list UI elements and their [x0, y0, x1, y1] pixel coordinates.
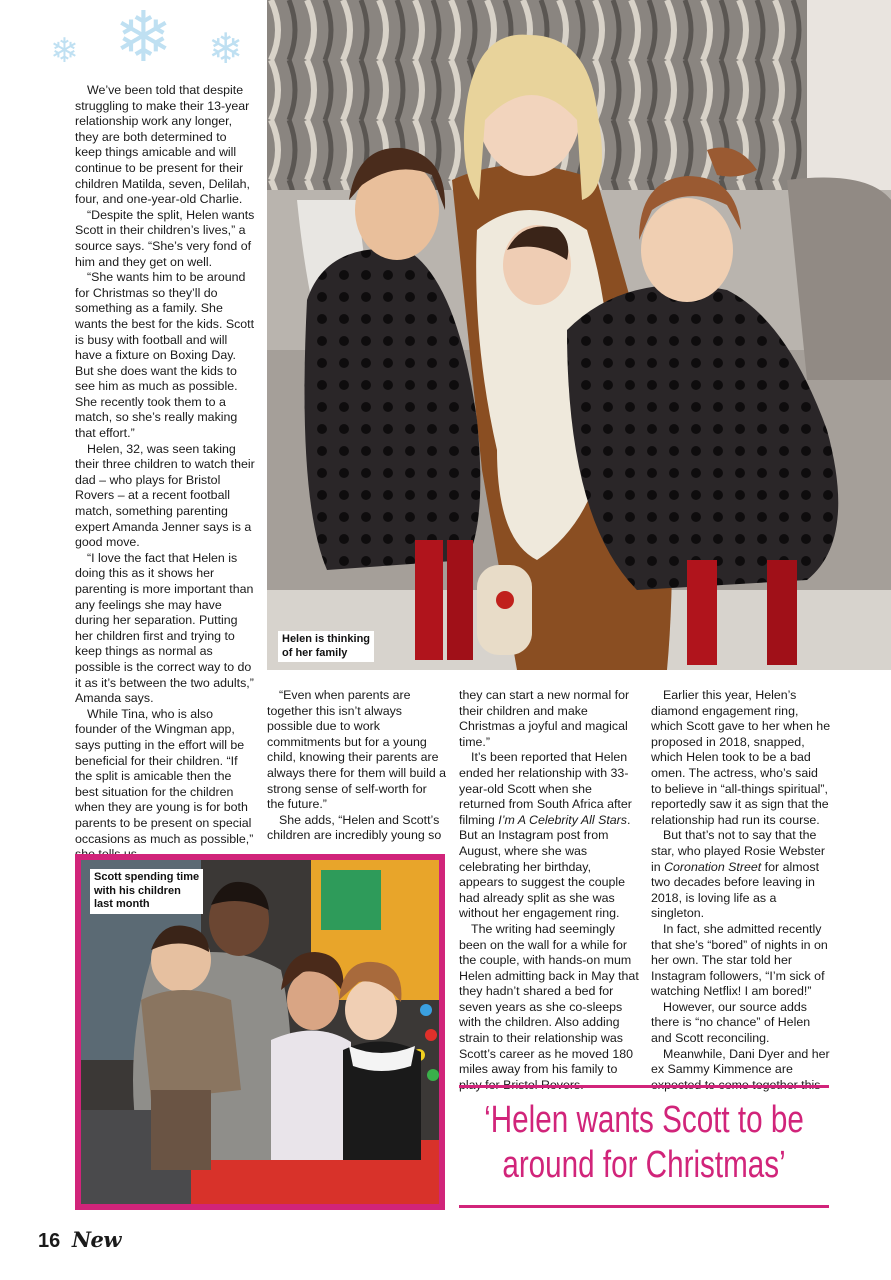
- paragraph: [651, 828, 831, 922]
- snowflake-small-left-icon: ❄: [50, 31, 79, 71]
- paragraph: “Even when parents are together this isn’t always possible due to work commitments but for a young child, knowing their parents are always there for them will build a strong sense of self-worth for the future.”: [267, 688, 447, 812]
- show-title: I’m A Celebrity All Stars: [498, 812, 628, 827]
- page-footer: [38, 1227, 121, 1253]
- paragraph: However, our source adds there is “no chance” of Helen and Scott reconciling.: [651, 999, 811, 1046]
- caption-line: Scott spending time: [94, 871, 200, 883]
- paragraph: She adds, “Helen and Scott’s children are incredibly young so: [267, 812, 442, 843]
- magazine-brand: New: [71, 1227, 121, 1252]
- text-run: But that’s not to say that the star, who played Rosie Webster in: [651, 828, 826, 874]
- caption-line: of her family: [282, 646, 348, 659]
- article-column-3: [459, 688, 639, 1093]
- pull-quote-line: ‘Helen wants Scott to be: [484, 1099, 804, 1141]
- pull-quote-bottom-rule: [459, 1205, 829, 1208]
- paragraph: While Tina, who is also founder of the Wingman app, says putting in the effort will be beneficial for their children. “If the split is amicable then the best situation for the children when they are young is for both parents to be present on special occasions as much as possible,”: [75, 706, 254, 846]
- inset-photo-caption: [90, 869, 203, 914]
- paragraph: Meanwhile, Dani Dyer and her ex Sammy Kimmence are: [651, 1046, 830, 1077]
- paragraph: “I love the fact that Helen is doing this as it shows her parenting is more important than any feelings she may have during her separation. Putting her children first and trying to keep things as normal as possible is the correct way to do it as it’s between the two adults,” Amanda says.: [75, 550, 254, 706]
- paragraph: The writing had seemingly been on the wall for a while for the couple, with hands-on mum Helen admitting back in May that they hadn’t shared a bed for seven years as she co-sleeps with the children. Also adding strain to their relationship was Scott’s career as he moved 180 miles away from his family to: [459, 921, 639, 1077]
- pull-quote-top-rule: [459, 1085, 829, 1088]
- paragraph: they can start a new normal for their children and make Christmas a joyful and magical time.”: [459, 688, 630, 749]
- paragraph: [459, 750, 639, 922]
- article-column-1: [75, 83, 255, 863]
- paragraph: We’ve been told that despite struggling to make their 13-year relationship work any longer, they are both determined to keep things amicable and will continue to be present for their children Matilda, seven, Delilah, four, and one-year-old Charlie.: [75, 83, 250, 207]
- text-run: . But an Instagram post from August, where she was celebrating her birthday, appears to suggest the couple had already split as she was without her engagement ring.: [459, 812, 631, 921]
- snowflake-small-right-icon: ❄: [208, 24, 244, 73]
- article-column-4: [651, 688, 831, 1093]
- pull-quote: [476, 1098, 811, 1188]
- paragraph: Helen, 32, was seen taking their three children to watch their dad – who plays for Bristol Rovers – at a recent football match, something parenting expert Amanda Jenner says is a good move.: [75, 441, 255, 550]
- snowflake-large-icon: ❄: [114, 0, 173, 78]
- text-run: for almost two decades before leaving in 2018, is loving life as a singleton.: [651, 859, 820, 921]
- paragraph: In fact, she admitted recently that she’s “bored” of nights in on her own. The star told her Instagram followers, “I’m sick of watching Netflix! I am bored!”: [651, 921, 828, 999]
- text-run: It’s been reported that Helen ended her relationship with 33-year-old Scott when she returned from South Africa after filming: [459, 750, 632, 827]
- caption-line: Helen is thinking: [282, 633, 371, 645]
- article-column-2: [267, 688, 447, 844]
- pull-quote-line: around for Christmas’: [502, 1144, 786, 1186]
- paragraph: “Despite the split, Helen wants Scott in their children’s lives,” a source says. “She’s very fond of him and they get on well.: [75, 207, 255, 269]
- page-number: 16: [38, 1230, 61, 1252]
- family-photo-illustration: [267, 0, 891, 670]
- paragraph: Earlier this year, Helen’s diamond engagement ring, which Scott gave to her when he proposed in 2018, snapped, which Helen took to be a bad omen. The actress, who’s said to believe in “all-things spiritual”, reportedly saw it as sign that the relationship had run its course.: [651, 688, 831, 827]
- caption-line: with his children: [94, 884, 181, 897]
- caption-line: last month: [94, 898, 150, 910]
- show-title: Coronation Street: [664, 859, 762, 874]
- main-photo-caption: [278, 631, 374, 662]
- paragraph: “She wants him to be around for Christmas so they’ll do something as a family. She wants the best for the kids. Scott is busy with football and will have a fixture on Boxing Day. But she does want the kids to see him as much as possible. She recently took them to a match, so she’s really making that effort.”: [75, 270, 255, 441]
- main-family-photo: [267, 0, 891, 670]
